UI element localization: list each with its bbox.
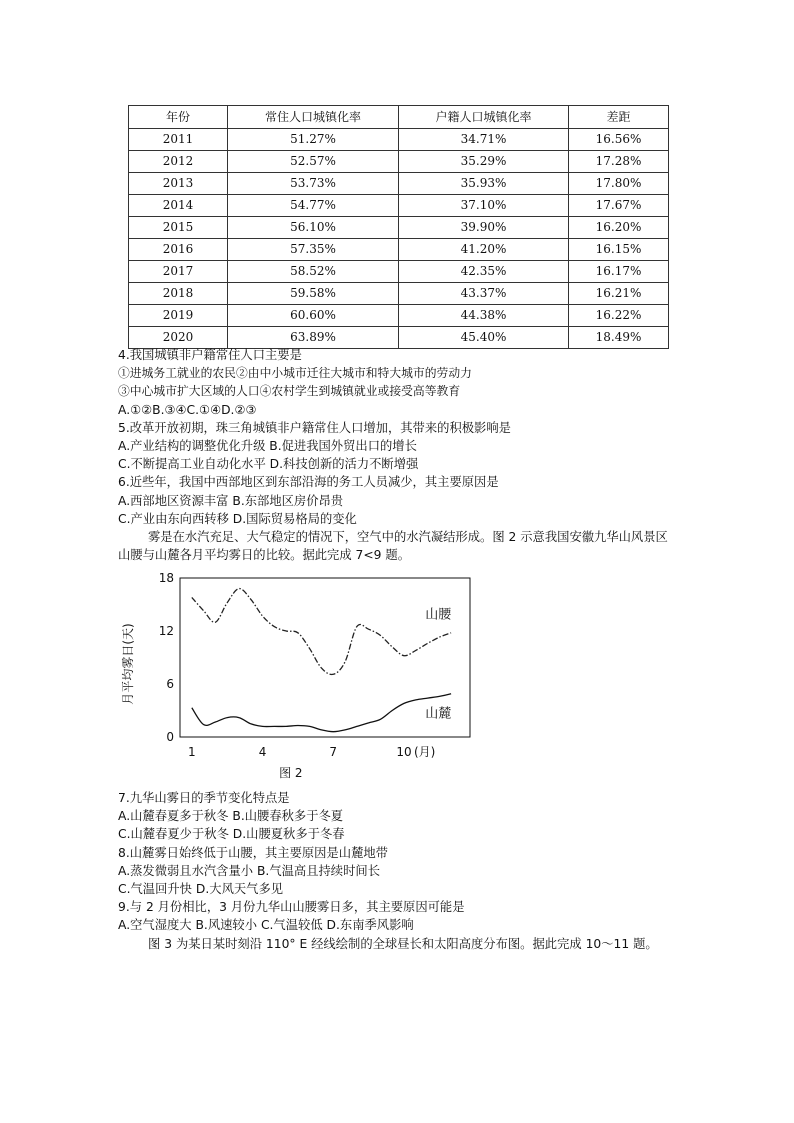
x-tick-4: 4: [258, 745, 267, 759]
table-header-row: [129, 106, 669, 129]
cell-registered: 35.29%: [399, 151, 569, 173]
cell-year: 2012: [129, 151, 228, 173]
cell-registered: 41.20%: [399, 239, 569, 261]
table-row: [129, 261, 669, 283]
series-label-shanlu: 山麓: [425, 706, 452, 722]
question-9-options: A.空气湿度大 B.风速较小 C.气温较低 D.东南季风影响: [118, 918, 414, 933]
cell-resident: 59.58%: [228, 283, 399, 305]
cell-resident: 63.89%: [228, 327, 399, 349]
table-row: [129, 151, 669, 173]
y-tick-0: 0: [166, 730, 174, 744]
y-tick-6: 6: [166, 677, 174, 691]
series-label-shanyao: 山腰: [425, 607, 452, 623]
questions-7-9: [118, 789, 678, 953]
cell-registered: 45.40%: [399, 327, 569, 349]
table-row: [129, 195, 669, 217]
cell-resident: 57.35%: [228, 239, 399, 261]
fog-days-chart: [118, 568, 488, 783]
header-registered-rate: 户籍人口城镇化率: [399, 106, 569, 129]
cell-year: 2018: [129, 283, 228, 305]
question-8-options-ab: A.蒸发微弱且水汽含量小 B.气温高且持续时间长: [118, 863, 380, 878]
cell-registered: 39.90%: [399, 217, 569, 239]
question-5-options-cd: C.不断提高工业自动化水平 D.科技创新的活力不断增强: [118, 457, 419, 472]
cell-gap: 16.56%: [569, 129, 669, 151]
cell-resident: 51.27%: [228, 129, 399, 151]
x-tick-10: 10: [396, 745, 412, 759]
table-row: [129, 239, 669, 261]
cell-year: 2015: [129, 217, 228, 239]
question-6-options-ab: A.西部地区资源丰富 B.东部地区房价昂贵: [118, 493, 344, 508]
cell-registered: 37.10%: [399, 195, 569, 217]
question-7-options-ab: A.山麓春夏多于秋冬 B.山腰春秋多于冬夏: [118, 809, 344, 824]
table-row: [129, 129, 669, 151]
x-axis-ticks: [188, 745, 412, 759]
cell-registered: 34.71%: [399, 129, 569, 151]
cell-resident: 52.57%: [228, 151, 399, 173]
cell-gap: 17.67%: [569, 195, 669, 217]
cell-gap: 16.17%: [569, 261, 669, 283]
questions-4-6: [118, 346, 678, 564]
cell-registered: 42.35%: [399, 261, 569, 283]
y-tick-12: 12: [158, 624, 174, 638]
cell-year: 2017: [129, 261, 228, 283]
question-6-options-cd: C.产业由东向西转移 D.国际贸易格局的变化: [118, 511, 357, 526]
y-tick-18: 18: [158, 571, 174, 585]
cell-registered: 43.37%: [399, 283, 569, 305]
cell-gap: 17.28%: [569, 151, 669, 173]
question-8: 8.山麓雾日始终低于山腰，其主要原因是山麓地带: [118, 845, 388, 860]
cell-year: 2011: [129, 129, 228, 151]
cell-year: 2013: [129, 173, 228, 195]
cell-year: 2019: [129, 305, 228, 327]
cell-resident: 60.60%: [228, 305, 399, 327]
question-8-options-cd: C.气温回升快 D.大风天气多见: [118, 882, 284, 897]
table-row: [129, 283, 669, 305]
cell-resident: 53.73%: [228, 173, 399, 195]
x-axis-unit-label: (月): [413, 745, 436, 759]
cell-year: 2020: [129, 327, 228, 349]
question-7: 7.九华山雾日的季节变化特点是: [118, 791, 290, 805]
cell-registered: 44.38%: [399, 305, 569, 327]
table-row: [129, 217, 669, 239]
series-line-shanyao: [192, 589, 451, 675]
cell-year: 2016: [129, 239, 228, 261]
cell-gap: 16.22%: [569, 305, 669, 327]
header-year: 年份: [129, 106, 228, 129]
x-tick-7: 7: [329, 745, 338, 759]
question-9: 9.与 2 月份相比，3 月份九华山山腰雾日多，其主要原因可能是: [118, 900, 465, 915]
cell-resident: 54.77%: [228, 195, 399, 217]
question-5: 5.改革开放初期，珠三角城镇非户籍常住人口增加，其带来的积极影响是: [118, 420, 511, 435]
y-axis-label: 月平均雾日(天): [121, 623, 135, 705]
table-row: [129, 173, 669, 195]
cell-resident: 58.52%: [228, 261, 399, 283]
question-7-options-cd: C.山麓春夏少于秋冬 D.山腰夏秋多于冬春: [118, 827, 345, 842]
question-4-item-line-2: ③中心城市扩大区域的人口④农村学生到城镇就业或接受高等教育: [118, 384, 461, 399]
cell-gap: 18.49%: [569, 327, 669, 349]
x-tick-1: 1: [187, 745, 196, 759]
header-gap: 差距: [569, 106, 669, 129]
question-5-options-ab: A.产业结构的调整优化升级 B.促进我国外贸出口的增长: [118, 439, 417, 454]
cell-registered: 35.93%: [399, 173, 569, 195]
question-4-options: A.①②B.③④C.①④D.②③: [118, 402, 257, 417]
cell-gap: 16.15%: [569, 239, 669, 261]
question-4: 4.我国城镇非户籍常住人口主要是: [118, 348, 302, 362]
figure-3-intro-paragraph: 图 3 为某日某时刻沿 110° E 经线绘制的全球昼长和太阳高度分布图。据此完成 10～11 题。: [148, 936, 658, 951]
urbanization-table: [128, 105, 669, 349]
cell-year: 2014: [129, 195, 228, 217]
header-resident-rate: 常住人口城镇化率: [228, 106, 399, 129]
cell-resident: 56.10%: [228, 217, 399, 239]
cell-gap: 17.80%: [569, 173, 669, 195]
cell-gap: 16.21%: [569, 283, 669, 305]
fog-intro-paragraph: 雾是在水汽充足、大气稳定的情况下，空气中的水汽凝结形成。图 2 示意我国安徽九华山风景区山腰与山麓各月平均雾日的比较。据此完成 7<9 题。: [118, 530, 668, 563]
cell-gap: 16.20%: [569, 217, 669, 239]
question-6: 6.近些年，我国中西部地区到东部沿海的务工人员减少，其主要原因是: [118, 475, 499, 490]
question-4-item-line-1: ①进城务工就业的农民②由中小城市迁往大城市和特大城市的劳动力: [118, 366, 472, 381]
chart-title: 图 2: [279, 766, 303, 780]
table-row: [129, 305, 669, 327]
series-line-shanlu: [192, 694, 451, 732]
y-axis-ticks: [159, 571, 174, 744]
